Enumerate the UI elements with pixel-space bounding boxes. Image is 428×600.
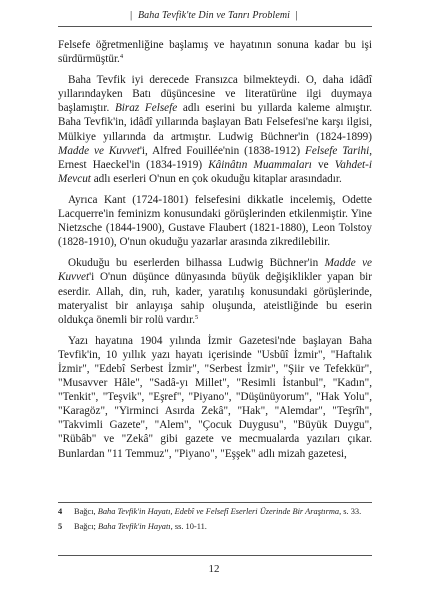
paragraph: [58, 256, 372, 326]
italic-title: Madde ve Kuvvet: [58, 144, 140, 157]
footnote-number: 4: [58, 507, 63, 516]
paragraph: [58, 73, 372, 186]
text-run: 'i, Alfred Fouillée'nin (1838-1912): [139, 144, 306, 157]
text-run: adlı eserleri O'nun en çok okuduğu kitaplar arasındadır.: [90, 172, 342, 185]
text-run: Yazı hayatına 1904 yılında İzmir Gazetesi'nde başlayan Baha Tevfik'in, 10 yıllık yazı hayatı içerisinde "Usbûî İzmir", "Haftalık İzmir", "Edebî Serbest İzmir", "Serbest İzmir", "Şiir ve Tefekkür", "Musavver Hâle", "Sadâ-yı Millet", "Resimli İstanbul", "Kadın", "Tenkit", "Teşvik", "Eşref", "Piyano", "Düşünüyorum", "Hak Yolu", "Karagöz", "Yirminci Asırda Zekâ", "Hak", "Alemdar", "Teşrîh", "Takvimli Gazete", "Alem", "Çocuk Duygusu", "Büyük Duygu", "Rübâb" ve "Zekâ" gibi gazete ve mecmualarda yazıları çıkar. Bunlardan "11 Temmuz", "Piyano", "Eşşek" adlı mizah gazetesi,: [58, 334, 372, 460]
running-head-bar-right: |: [295, 9, 298, 21]
text-run: Okuduğu bu eserlerden bilhassa Ludwig Büchner'in: [68, 257, 325, 270]
footnote-text: [74, 507, 361, 518]
running-head-title: Baha Tevfik'te Din ve Tanrı Problemi: [137, 10, 291, 21]
italic-title: Felsefe Tarihi: [305, 144, 370, 157]
footnote-rule: [58, 502, 372, 503]
text-run: Baha Tevfik iyi derecede Fransızca bilmekteydi. O, daha idâdî yıllarındayken Batı düşüncesine ve literatürüne ilgi duymaya başlamıştır.: [58, 74, 372, 115]
footnote-reference: 4: [119, 53, 124, 61]
text-run: , s. 33.: [339, 507, 362, 516]
footer-rule: [58, 555, 372, 556]
text-run: , Ernest Haeckel'in (1834-1919): [58, 144, 372, 171]
text-run: ve: [311, 158, 335, 171]
paragraph: [58, 334, 372, 461]
text-run: adlı eserini bu yıllarda kaleme almıştır. Baha Tevfik'in, idâdî yıllarında başlayan Batı Felsefesi'ne karşı ilgisi, Mülkiye yıllarında da artmıştır. Ludwig Büchner'in (1824-1899): [58, 102, 372, 143]
text-run: Bağcı,: [74, 507, 98, 516]
footnote-reference: 5: [195, 313, 199, 321]
text-run: Bağcı;: [74, 521, 98, 531]
running-head: [0, 9, 428, 21]
italic-title: Madde ve Kuvvet: [58, 257, 372, 284]
footnote-text: [74, 522, 207, 533]
footnote-number: 5: [58, 521, 63, 531]
paragraph: [58, 193, 372, 249]
text-run: , ss. 10-11.: [170, 521, 207, 531]
italic-title: Baha Tevfik'in Hayatı: [97, 521, 171, 531]
header-rule: [58, 26, 372, 27]
footnotes: [58, 507, 372, 536]
text-run: Felsefe öğretmenliğine başlamış ve hayatının sonuna kadar bu işi sürdürmüştür.: [58, 39, 372, 66]
italic-title: Baha Tevfik'in Hayatı, Edebî ve Felsefî Eserleri Üzerinde Bir Araştırma: [97, 507, 340, 516]
footnote: [58, 522, 372, 533]
paragraph: [58, 38, 372, 66]
footnote: [58, 507, 372, 518]
text-run: 'i O'nun düşünce dünyasında büyük değişiklikler yapan bir eserdir. Allah, din, ruh, kader, yaratılış konusundaki görüşlerinde, materyalist bir anlayışa sahip oluşunda, ateistliğinde bu eserin oldukça önemli bir rolü vardır.: [58, 271, 372, 326]
text-run: Ayrıca Kant (1724-1801) felsefesini dikkatle incelemiş, Odette Lacquerre'in feminizm konusundaki görüşlerinden etkilenmiştir. Yine Nietzsche (1844-1900), Gustave Flaubert (1821-1880), Leon Tolstoy (1828-1910), O'nun okuduğu yazarlar arasında zikredilebilir.: [58, 193, 372, 249]
body-text: [58, 38, 372, 461]
italic-title: Kâinâtın Muammaları: [208, 158, 312, 171]
page-number: 12: [208, 563, 220, 575]
italic-title: Vahdet-i Mevcut: [58, 158, 372, 185]
italic-title: Biraz Felsefe: [114, 102, 178, 115]
running-head-bar-left: |: [130, 9, 133, 21]
